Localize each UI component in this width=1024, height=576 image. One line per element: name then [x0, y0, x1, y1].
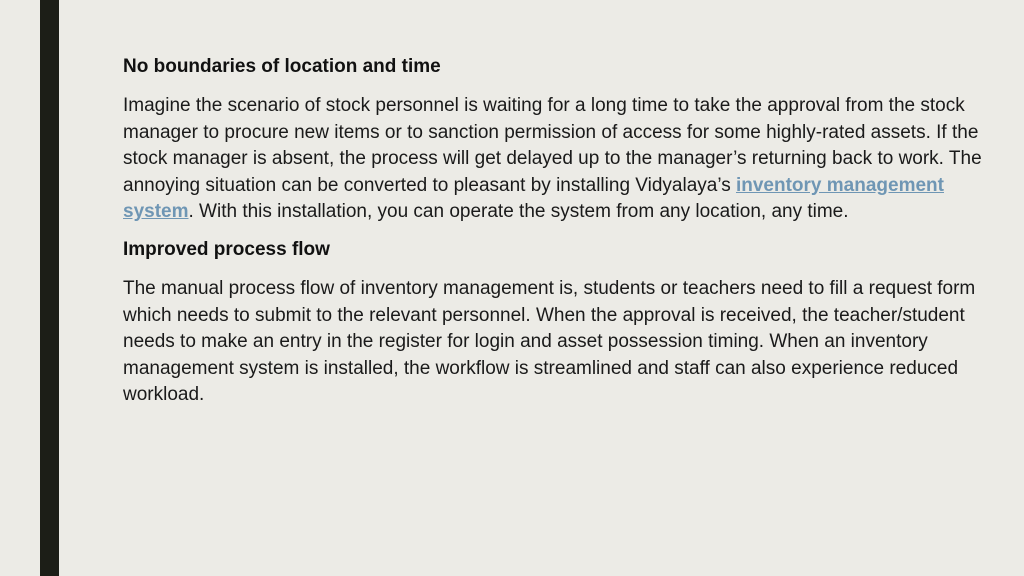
paragraph-text-after-link: . With this installation, you can operate the system from any location, any time.	[188, 201, 849, 223]
section-paragraph-process-flow: The manual process flow of inventory management is, students or teachers need to fill a request form which needs to submit to the relevant personnel. When the approval is received, the teacher/student needs to make an entry in the register for login and asset possession timing. When an inventory management system is installed, the workflow is streamlined and staff can also experience reduced workload.	[123, 277, 976, 406]
section-paragraph-location-time	[123, 93, 1003, 226]
section-heading-process-flow: Improved process flow	[123, 238, 330, 260]
left-accent-bar	[40, 0, 59, 576]
section-heading-location-time: No boundaries of location and time	[123, 56, 441, 77]
slide-content	[123, 54, 1003, 420]
paragraph-text-before-link: Imagine the scenario of stock personnel is waiting for a long time to take the approval from the stock manager to procure new items or to sanction permission of access for some highly-rated assets. If the stock manager is absent, the process will get delayed up to the manager’s returning back to work. The annoying situation can be converted to pleasant by installing Vidyalaya’s	[123, 95, 982, 196]
inventory-management-system-link[interactable]: inventory management system	[123, 174, 944, 223]
